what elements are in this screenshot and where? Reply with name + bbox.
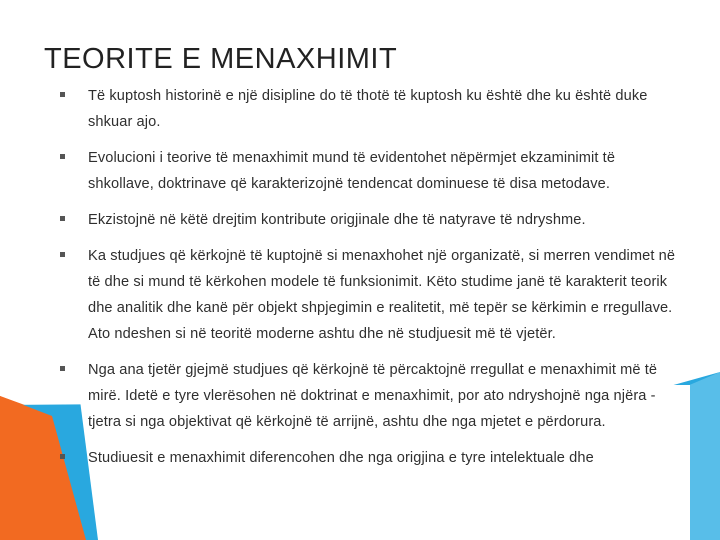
bullet-text: Nga ana tjetër gjejmë studjues që kërkojnë të përcaktojnë rregullat e menaxhimit më të mirë. Idetë e tyre vlerësohen në doktrinat e menaxhimit, por ato ndryshojnë nga njëra - tjetra si nga objektivat që kërkojnë të arrijnë, ashtu dhe nga mjetet e përdorura. <box>88 362 658 430</box>
bullet-item <box>60 445 682 471</box>
bullet-text: Evolucioni i teorive të menaxhimit mund të evidentohet nëpërmjet ekzaminimit të shkollave, doktrinave që karakterizojnë tendencat dominuese të disa metodave. <box>88 150 616 192</box>
bullet-text: Ekzistojnë në këtë drejtim kontribute origjinale dhe të natyrave të ndryshme. <box>88 212 586 228</box>
square-bullet-icon <box>60 216 65 221</box>
square-bullet-icon <box>60 252 65 257</box>
square-bullet-icon <box>60 366 65 371</box>
bullet-list <box>60 83 682 481</box>
square-bullet-icon <box>60 454 65 459</box>
bullet-item <box>60 207 682 233</box>
square-bullet-icon <box>60 92 65 97</box>
bullet-item <box>60 357 682 435</box>
slide-title: TEORITE E MENAXHIMIT <box>44 43 398 75</box>
bullet-item <box>60 243 682 347</box>
bullet-item <box>60 145 682 197</box>
bullet-text: Të kuptosh historinë e një disipline do të thotë të kuptosh ku është dhe ku është duke shkuar ajo. <box>88 88 648 130</box>
bullet-item <box>60 83 682 135</box>
bullet-text: Ka studjues që kërkojnë të kuptojnë si menaxhohet një organizatë, si merren vendimet në të dhe si mund të kërkohen modele të funksionimit. Këto studime janë të karakterit teorik dhe analitik dhe kanë për objekt shpjegimin e realitetit, më tepër se kërkimin e rregullave. Ato ndeshen si në teoritë moderne ashtu dhe në studjuesit më të vjetër. <box>88 248 676 342</box>
bullet-text: Studiuesit e menaxhimit diferencohen dhe nga origjina e tyre intelektuale dhe <box>88 450 594 466</box>
square-bullet-icon <box>60 154 65 159</box>
